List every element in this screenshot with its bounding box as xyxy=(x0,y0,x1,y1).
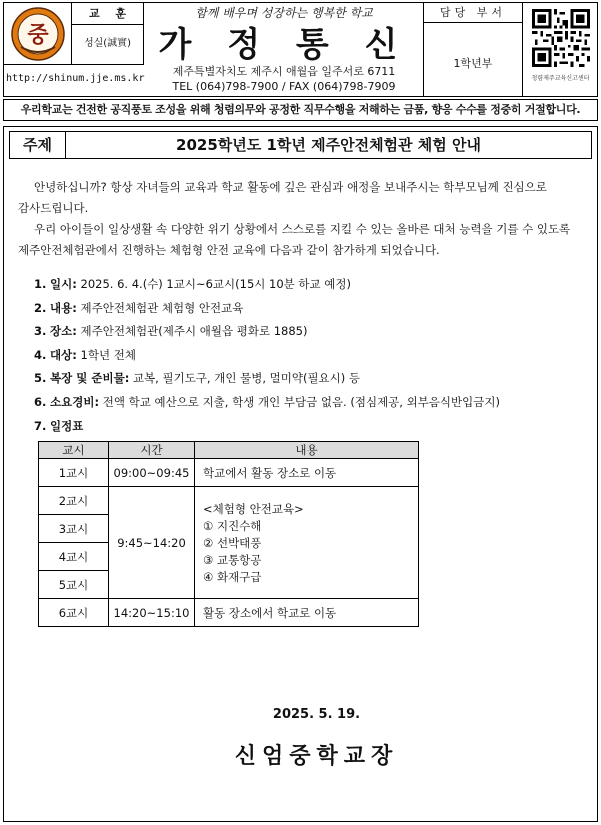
program-item: ② 선박태풍 xyxy=(203,536,262,550)
letter-header xyxy=(3,2,598,97)
list-item: 5. 복장 및 준비물: 교복, 필기도구, 개인 물병, 멀미약(필요시) 등 xyxy=(34,371,361,386)
period-cell: 6교시 xyxy=(39,599,109,627)
intro-paragraph: 우리 아이들이 일상생활 속 다양한 위기 상황에서 스스로를 지킬 수 있는 올바른 대처 능력을 기를 수 있도록 제주안전체험관에서 진행하는 체험형 안전 교육에 다음과 같이 참가하게 되었습니다. xyxy=(18,222,571,257)
greeting-paragraph: 안녕하십니까? 항상 자녀들의 교육과 학교 활동에 깊은 관심과 애정을 보내주시는 학부모님께 진심으로 감사드립니다. xyxy=(18,180,547,215)
motto-title: 교 훈 xyxy=(72,3,143,25)
department-title: 담당 부서 xyxy=(424,3,522,23)
program-item: ④ 화재구급 xyxy=(203,570,262,584)
school-website[interactable]: http://shinum.jje.ms.kr xyxy=(6,73,145,84)
list-item: 4. 대상: 1학년 전체 xyxy=(34,347,136,362)
subject-row xyxy=(9,131,592,159)
signer-name: 신엄중학교장 xyxy=(234,744,399,769)
school-address: 제주특별자치도 제주시 애월읍 일주서로 6711 xyxy=(172,65,396,78)
list-item: 3. 장소: 제주안전체험관(제주시 애월읍 평화로 1885) xyxy=(34,324,308,339)
column-header-period: 교시 xyxy=(39,442,109,459)
school-motto xyxy=(72,3,144,65)
school-phone: TEL (064)798-7900 / FAX (064)798-7909 xyxy=(172,80,396,93)
list-item: 6. 소요경비: 전액 학교 예산으로 지출, 학생 개인 부담금 없음. (점심제공, 외부음식반입금지) xyxy=(34,394,500,409)
table-header-row xyxy=(39,442,419,459)
school-logo xyxy=(4,3,72,65)
subject-label: 주제 xyxy=(10,132,66,158)
department-value: 1학년부 xyxy=(453,57,493,70)
details-list xyxy=(34,273,594,438)
integrity-notice: 우리학교는 건전한 공직풍토 조성을 위해 청렴의무와 공정한 직무수행을 저해하는 금품, 향응 수수를 정중히 거절합니다. xyxy=(3,99,598,121)
column-header-time: 시간 xyxy=(109,442,195,459)
period-cell: 2교시 xyxy=(39,487,109,515)
program-item: ③ 교통항공 xyxy=(203,553,262,567)
newsletter-title: 가 정 통 신 xyxy=(158,25,410,65)
merged-time-cell: 9:45~14:20 xyxy=(109,487,195,599)
period-cell: 1교시 xyxy=(39,459,109,487)
qr-code-box xyxy=(523,3,598,96)
qr-caption: 청렴제주교육신고센터 xyxy=(531,75,590,82)
table-row xyxy=(39,459,419,487)
schedule-table xyxy=(38,441,419,627)
program-item: ① 지진수해 xyxy=(203,519,262,533)
motto-text: 성실(誠實) xyxy=(83,38,132,49)
svg-text:중: 중 xyxy=(26,22,49,48)
content-cell: 학교에서 활동 장소로 이동 xyxy=(195,459,419,487)
list-item: 7. 일정표 xyxy=(34,418,84,433)
subject-title: 2025학년도 1학년 제주안전체험관 체험 안내 xyxy=(176,136,481,154)
program-title: <체험형 안전교육> xyxy=(203,502,304,516)
department-box xyxy=(423,3,523,96)
letter-body xyxy=(3,126,598,822)
period-cell: 5교시 xyxy=(39,571,109,599)
time-cell: 14:20~15:10 xyxy=(109,599,195,627)
content-cell: 활동 장소에서 학교로 이동 xyxy=(195,599,419,627)
list-item: 1. 일시: 2025. 6. 4.(수) 1교시~6교시(15시 10분 하교 예정) xyxy=(34,277,351,291)
list-item: 2. 내용: 제주안전체험관 체험형 안전교육 xyxy=(34,300,244,315)
program-cell xyxy=(195,487,419,599)
table-row xyxy=(39,487,419,515)
table-row xyxy=(39,599,419,627)
school-emblem-icon xyxy=(11,7,65,61)
period-cell: 4교시 xyxy=(39,543,109,571)
column-header-content: 내용 xyxy=(195,442,419,459)
time-cell: 09:00~09:45 xyxy=(109,459,195,487)
qr-code-icon[interactable] xyxy=(532,9,590,67)
school-slogan: 함께 배우며 성장하는 행복한 학교 xyxy=(195,6,373,20)
period-cell: 3교시 xyxy=(39,515,109,543)
issue-date: 2025. 5. 19. xyxy=(272,707,361,722)
